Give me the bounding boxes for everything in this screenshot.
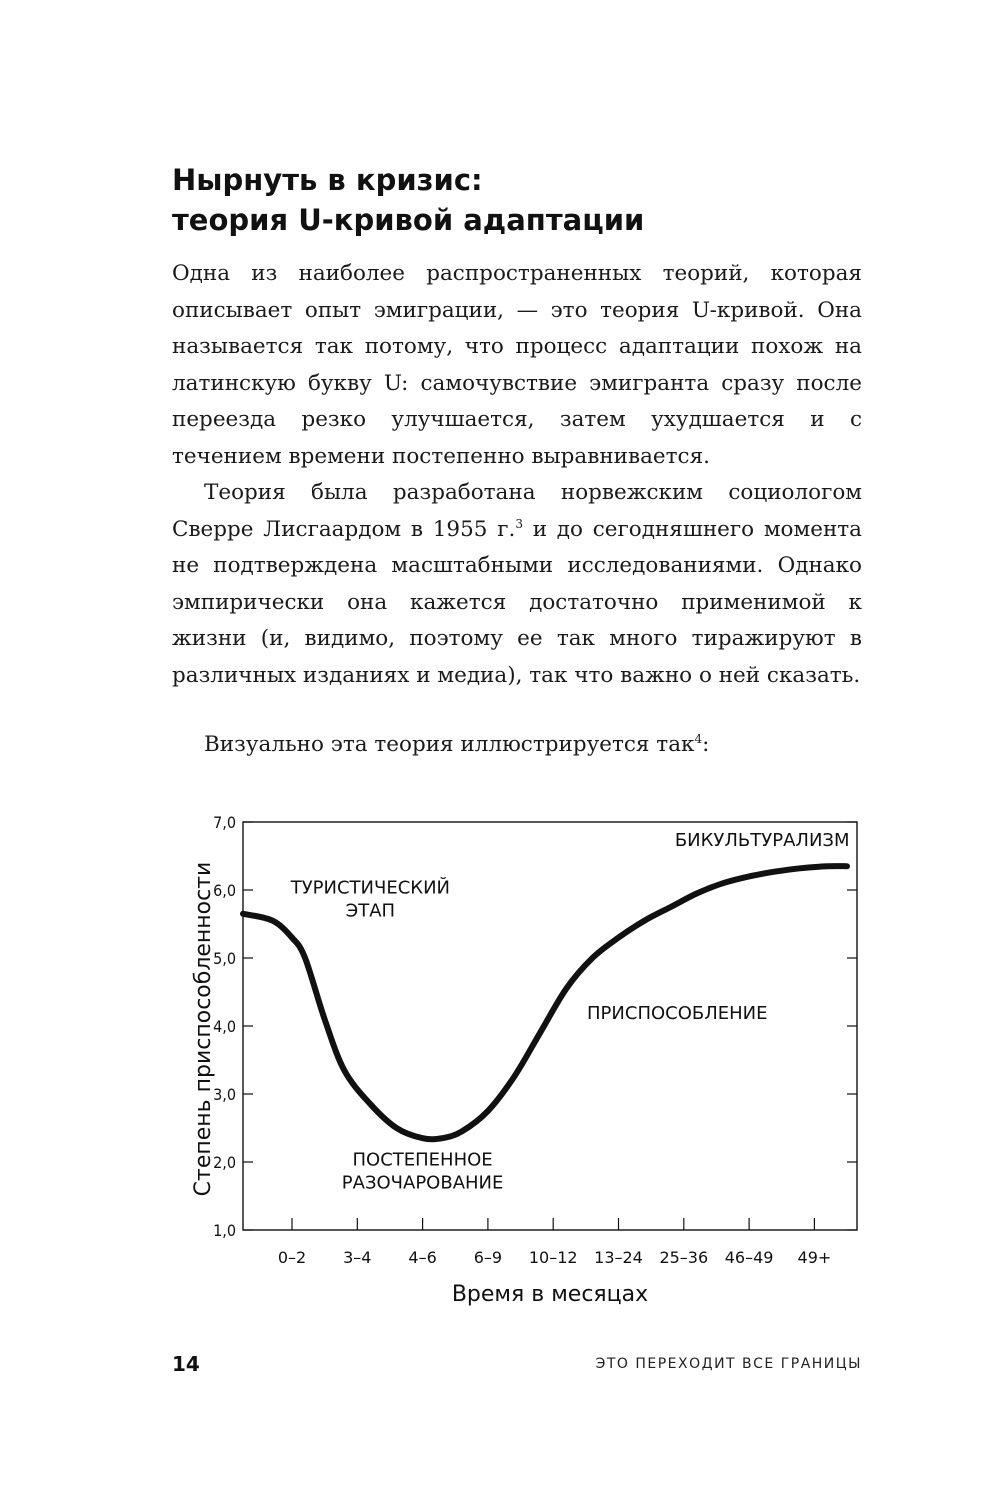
- footnote-ref-3[interactable]: 3: [515, 516, 523, 531]
- paragraph-1: Одна из наиболее распространенных теорий, которая описывает опыт эмиграции, — это теория U-кривой. Она называется так потому, что процесс адаптации похож на латинскую букву U: самочувствие эмигранта сразу после переезда резко улучшается, затем ухудшается и с течением времени постепенно выравнивается.: [172, 261, 862, 469]
- x-tick-label: 0–2: [277, 1248, 307, 1267]
- stage-label-2-line-2: РАЗОЧАРОВАНИЕ: [341, 1172, 504, 1194]
- y-tick-label: 6,0: [213, 881, 236, 900]
- x-tick-label: 10–12: [528, 1248, 578, 1267]
- stage-label-1-line-2: ЭТАП: [345, 900, 396, 922]
- paragraph-2-text-before: Теория была разработана норвежским социологом Сверре Лисгаардом в 1955 г.: [172, 480, 862, 542]
- footnote-ref-4[interactable]: 4: [694, 731, 703, 746]
- y-tick-label: 5,0: [213, 949, 236, 968]
- x-tick-label: 49+: [797, 1248, 832, 1267]
- stage-label-4-line-1: БИКУЛЬТУРАЛИЗМ: [674, 829, 850, 851]
- y-axis-title: Степень приспособленности: [191, 861, 216, 1197]
- x-tick-label: 6–9: [473, 1248, 503, 1267]
- stage-label-1-line-1: ТУРИСТИЧЕСКИЙ: [290, 877, 451, 899]
- paragraph-2-text-after: и до сегодняшнего момента не подтверждена масштабными исследованиями. Однако эмпирически она кажется достаточно применимой к жизни (и, видимо, поэтому ее так много тиражируют в различных изданиях и медиа), так что важно о ней сказать.: [172, 516, 862, 688]
- y-tick-label: 4,0: [213, 1017, 236, 1036]
- y-tick-label: 1,0: [213, 1221, 236, 1240]
- section-heading-line-2: теория U-кривой адаптации: [172, 203, 645, 237]
- stage-label-2-line-1: ПОСТЕПЕННОЕ: [352, 1149, 493, 1171]
- x-tick-label: 13–24: [594, 1248, 643, 1267]
- x-axis-title: Время в месяцах: [451, 1282, 649, 1307]
- section-heading-line-1: Нырнуть в кризис:: [172, 163, 483, 197]
- x-tick-label: 25–36: [659, 1248, 709, 1267]
- y-tick-label: 2,0: [213, 1153, 236, 1172]
- paragraph-3-text-before: Визуально эта теория иллюстрируется так: [204, 732, 695, 757]
- page-number: 14: [172, 1352, 200, 1376]
- y-tick-label: 7,0: [213, 813, 236, 832]
- x-tick-label: 3–4: [343, 1248, 372, 1267]
- x-tick-label: 4–6: [408, 1248, 437, 1267]
- paragraph-3-text-after: :: [702, 732, 710, 757]
- stage-label-3-line-1: ПРИСПОСОБЛЕНИЕ: [587, 1003, 768, 1025]
- y-tick-label: 3,0: [213, 1085, 236, 1104]
- running-footer-title: ЭТО ПЕРЕХОДИТ ВСЕ ГРАНИЦЫ: [595, 1356, 862, 1372]
- x-tick-label: 46–49: [724, 1248, 774, 1267]
